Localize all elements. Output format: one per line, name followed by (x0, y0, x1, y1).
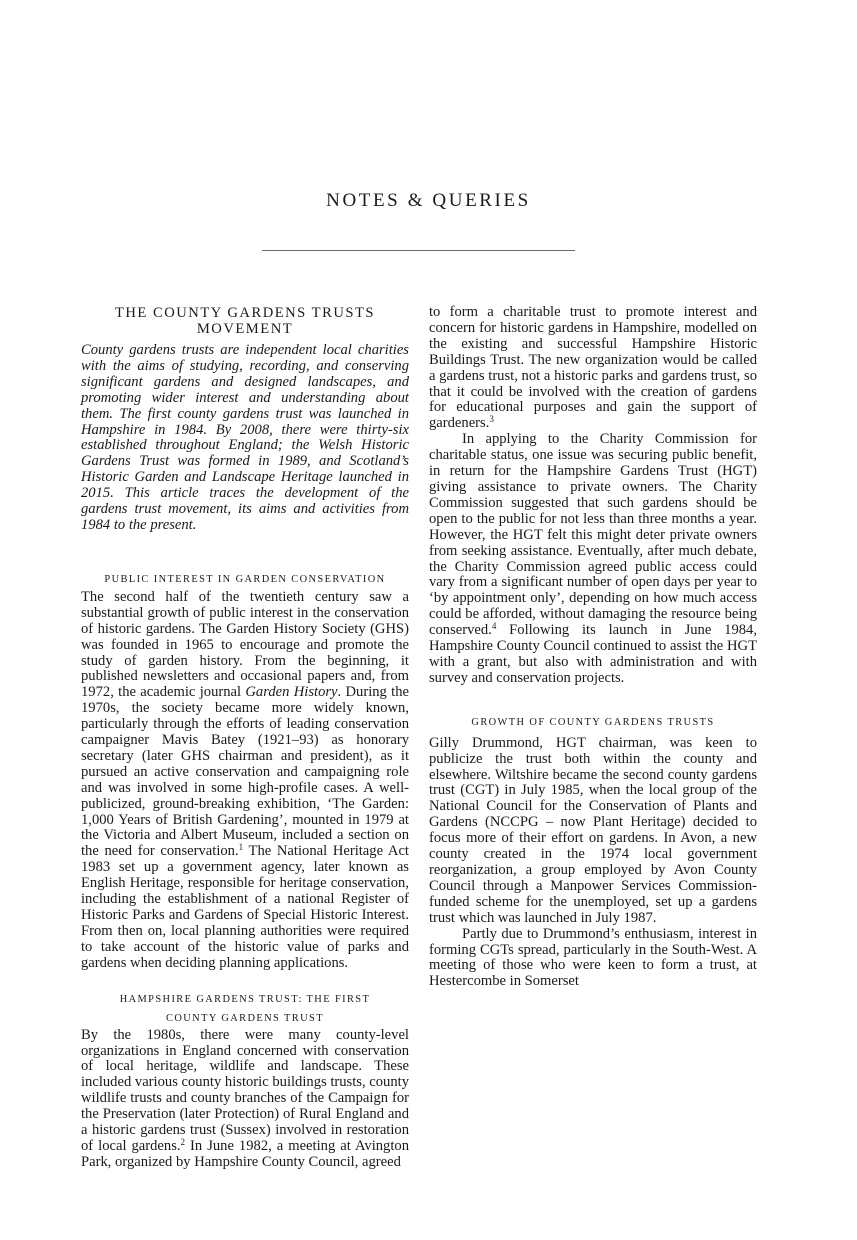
footnote-ref: 2 (180, 1136, 186, 1147)
article-title: THE COUNTY GARDENS TRUSTS MOVEMENT (114, 305, 376, 337)
article-abstract: County gardens trusts are independent local charities with the aims of studying, recording, and conserving significant gardens and designed landscapes, and promoting wider interest and understanding about them. The first county gardens trust was launched in Hampshire in 1984. By 2008, there were thirty-six established throughout England; the Welsh Historic Gardens Trust was formed in 1989, and Scotland’s Historic Garden and Landscape Heritage launched in 2015. This article traces the development of the gardens trust movement, its aims and activities from 1984 to the present. (81, 342, 409, 533)
heading-hampshire (81, 990, 409, 1028)
text-run: . During the 1970s, the society became more widely known, particularly through the efforts of leading conservation campaigner Mavis Batey (1921–93) as honorary secretary (later GHS chairman and president), as it pursued an active conservation and campaigning role and was involved in some high-profile cases. A well-publicized, ground-breaking exhibition, ‘The Garden: 1,000 Years of British Gardening’, mounted in 1979 at the Victoria and Albert Museum, included a section on the need for conservation. (81, 684, 409, 860)
heading-line: HAMPSHIRE GARDENS TRUST: THE FIRST (119, 993, 371, 1005)
paragraph-growth-2: Partly due to Drummond’s enthusiasm, interest in forming CGTs spread, particularly in the South-West. A meeting of those who were keen to form a trust, at Hestercombe in Somerset (429, 925, 757, 990)
heading-growth: GROWTH OF COUNTY GARDENS TRUSTS (471, 716, 715, 728)
paragraph-hampshire-1 (81, 1028, 409, 1171)
footnote-ref: 3 (489, 414, 494, 425)
text-run: to form a charitable trust to promote interest and concern for historic gardens in Hampshire, modelled on the existing and successful Hampshire Historic Buildings Trust. The new organization would be called a gardens trust, not a historic parks and gardens trust, so that it could be involved with the creation of gardens for educational purposes and gain the support of gardeners. (429, 304, 757, 432)
paragraph-hampshire-1-continued (429, 305, 757, 432)
text-run: Following its launch in June 1984, Hampshire County Council continued to assist the HGT with a grant, but also with administration and with survey and conservation projects. (429, 622, 757, 686)
paragraph-growth-1: Gilly Drummond, HGT chairman, was keen to publicize the trust both within the county and elsewhere. Wiltshire became the second county gardens trust (CGT) in July 1985, when the local group of the National Council for the Conservation of Plants and Gardens (NCCPG – now Plant Heritage) decided to focus more of their effort on gardens. In Avon, a new county created in the 1974 local government reorganization, a group employed by Avon County Council through a Manpower Services Commission-funded scheme for the unemployed, set up a gardens trust which was launched in July 1987. (429, 734, 757, 926)
footnote-ref: 4 (491, 621, 497, 632)
paragraph-public-interest (81, 590, 409, 972)
text-run: The second half of the twentieth century saw a substantial growth of public interest in the conservation of historic gardens. The Garden History Society (GHS) was founded in 1965 to encourage and promote the study of garden history. From the beginning, it published newsletters and occasional papers and, from 1972, the academic journal (81, 588, 409, 701)
text-run: The National Heritage Act 1983 set up a government agency, later known as English Heritage, responsible for heritage conservation, including the establishment of a national Register of Historic Parks and Gardens of Special Historic Interest. From then on, local planning authorities were required to take account of the historic value of parks and gardens when deciding planning applications. (81, 843, 409, 971)
text-run: In applying to the Charity Commission for charitable status, one issue was securing public benefit, in return for the Hampshire Gardens Trust (HGT) giving assistance to private owners. The Charity Commission suggested that such gardens should be open to the public for not less than three months a year. However, the HGT felt this might deter private owners from seeking assistance. Eventually, after much debate, the Charity Commission agreed public access could vary from a significant number of open days per year to ‘by appointment only’, depending on how much access could be afforded, without damaging the resource being conserved. (429, 431, 757, 639)
paragraph-hampshire-2 (429, 432, 757, 687)
heading-line: COUNTY GARDENS TRUST (166, 1012, 324, 1024)
journal-title: Garden History (245, 684, 338, 701)
footnote-ref: 1 (238, 842, 244, 853)
right-column (429, 305, 757, 990)
text-run: In June 1982, a meeting at Avington Park, organized by Hampshire County Council, agreed (81, 1137, 409, 1170)
text-run: By the 1980s, there were many county-level organizations in England concerned with conservation of local heritage, wildlife and landscape. These included various county historic buildings trusts, county wildlife trusts and county branches of the Campaign for the Preservation (later Protection) of Rural England and a historic gardens trust (Sussex) involved in restoration of local gardens. (81, 1026, 409, 1154)
heading-public-interest: PUBLIC INTEREST IN GARDEN CONSERVATION (104, 573, 386, 585)
header-divider (262, 250, 575, 251)
section-header-title: NOTES & QUERIES (326, 190, 531, 211)
left-column (81, 305, 409, 1171)
